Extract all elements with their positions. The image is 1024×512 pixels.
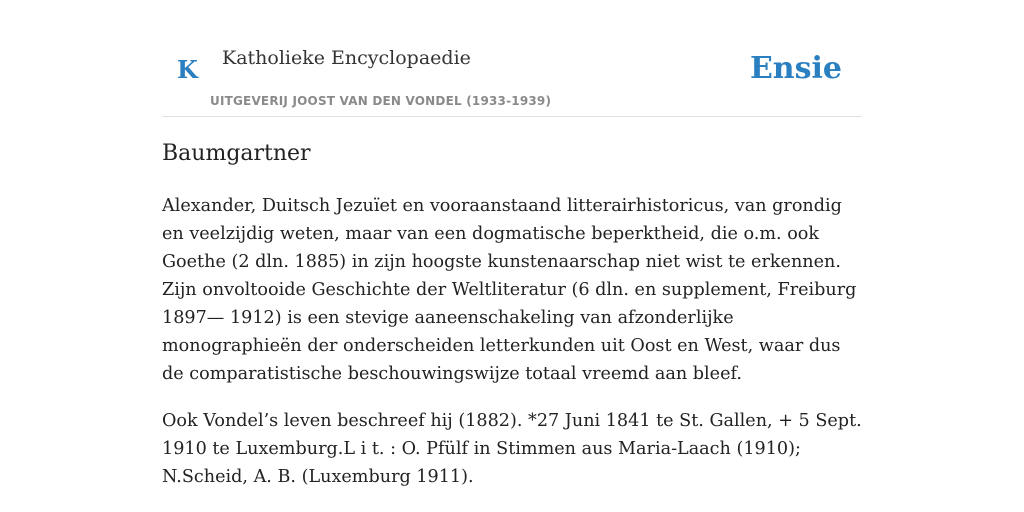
site-header xyxy=(162,0,862,117)
ensie-brand-link[interactable]: Ensie xyxy=(749,51,842,86)
article-title: Baumgartner xyxy=(162,141,311,166)
publisher-subtitle: UITGEVERIJ JOOST VAN DEN VONDEL (1933-1939) xyxy=(210,94,552,108)
article-paragraph: Alexander, Duitsch Jezuïet en vooraanstaand litterairhistoricus, van grondig en veelzijdig weten, maar van een dogmatische beperktheid, die o.m. ook Goethe (2 dln. 1885) in zijn hoogste kunstenaarschap niet wist te erkennen. Zijn onvoltooide Geschichte der Weltliteratur (6 dln. en supplement, Freiburg 1897— 1912) is een stevige aaneenschakeling van afzonderlijke monographieën der onderscheiden letterkunden uit Oost en West, waar dus de comparatistische beschouwingswijze totaal vreemd aan bleef. xyxy=(162,196,857,384)
site-logo-icon[interactable]: K xyxy=(177,55,198,84)
article-paragraph: Ook Vondel’s leven beschreef hij (1882). *27 Juni 1841 te St. Gallen, + 5 Sept. 1910 te Luxemburg.L i t. : O. Pfülf in Stimmen aus Maria-Laach (1910); N.Scheid, A. B. (Luxemburg 1911). xyxy=(162,411,862,487)
encyclopedia-title[interactable]: Katholieke Encyclopaedie xyxy=(222,47,471,69)
article-body xyxy=(162,136,862,491)
